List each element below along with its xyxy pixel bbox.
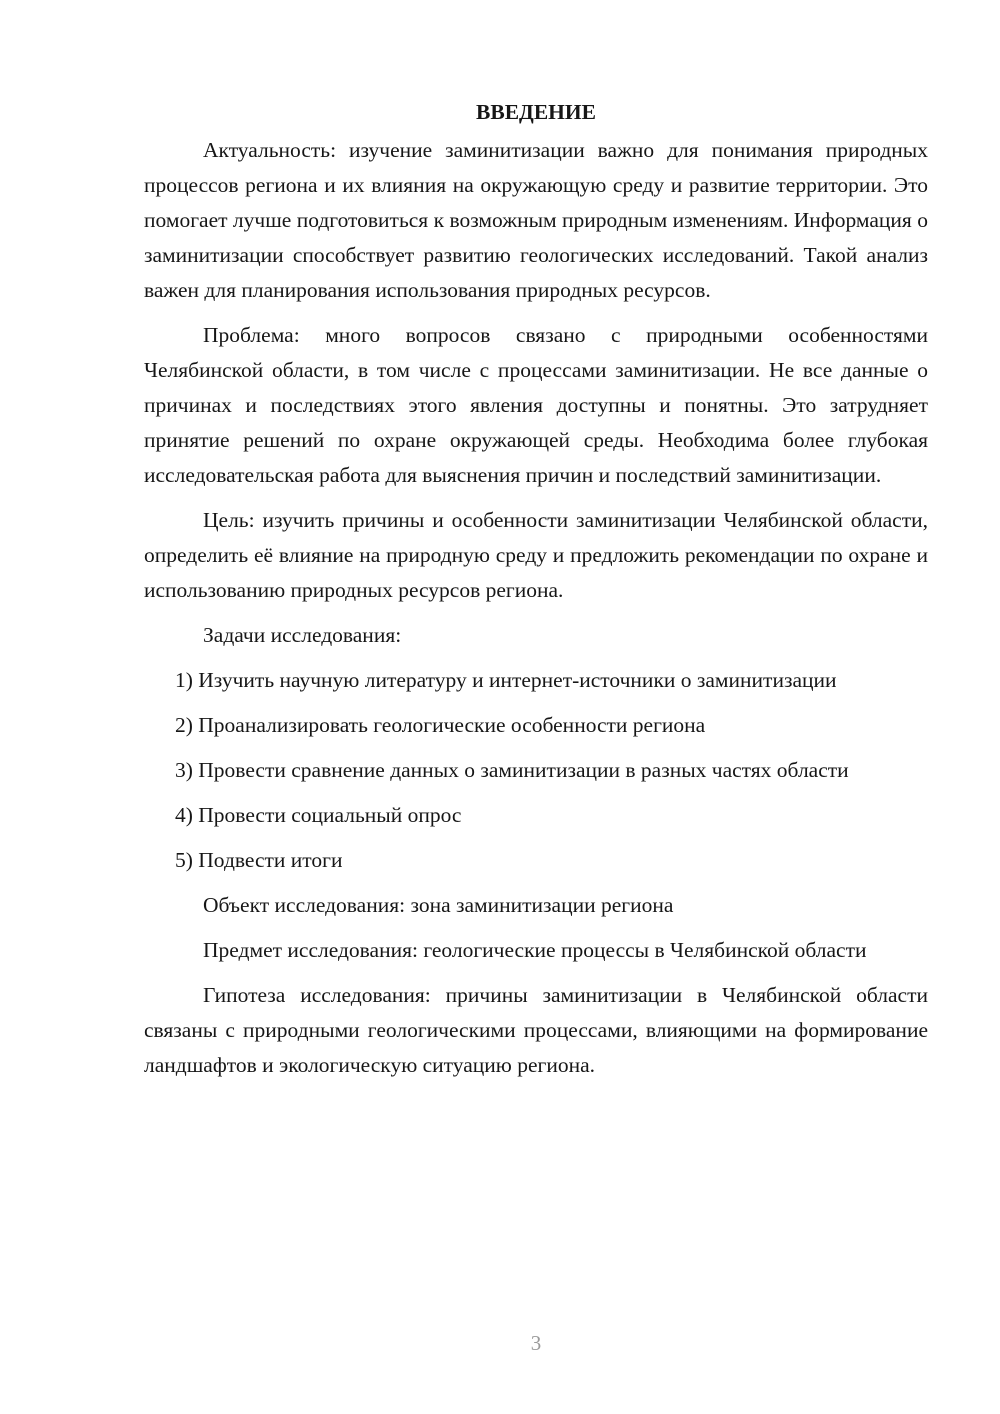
subject-paragraph: Предмет исследования: геологические процессы в Челябинской области	[203, 938, 867, 962]
task-item-2: 2) Проанализировать геологические особенности региона	[175, 713, 706, 737]
goal-paragraph: Цель: изучить причины и особенности заминитизации Челябинской области, определить её влияние на природную среду и предложить рекомендации по охране и использованию природных ресурсов региона.	[144, 508, 928, 602]
document-page	[144, 95, 928, 1093]
page-number: 3	[530, 1331, 542, 1355]
task-item-5: 5) Подвести итоги	[175, 848, 343, 872]
page-title: ВВЕДЕНИЕ	[476, 100, 596, 124]
task-item-1: 1) Изучить научную литературу и интернет-источники о заминитизации	[175, 668, 837, 692]
relevance-paragraph: Актуальность: изучение заминитизации важно для понимания природных процессов региона и их влияния на окружающую среду и развитие территории. Это помогает лучше подготовиться к возможным природным изменениям. Информация о заминитизации способствует развитию геологических исследований. Такой анализ важен для планирования использования природных ресурсов.	[144, 138, 928, 302]
hypothesis-paragraph: Гипотеза исследования: причины заминитизации в Челябинской области связаны с природными геологическими процессами, влияющими на формирование ландшафтов и экологическую ситуацию региона.	[144, 983, 928, 1077]
problem-paragraph: Проблема: много вопросов связано с природными особенностями Челябинской области, в том числе с процессами заминитизации. Не все данные о причинах и последствиях этого явления доступны и понятны. Это затрудняет принятие решений по охране окружающей среды. Необходима более глубокая исследовательская работа для выяснения причин и последствий заминитизации.	[144, 323, 928, 487]
object-paragraph: Объект исследования: зона заминитизации региона	[203, 893, 674, 917]
tasks-heading: Задачи исследования:	[203, 623, 402, 647]
task-item-3: 3) Провести сравнение данных о заминитизации в разных частях области	[175, 758, 849, 782]
task-item-4: 4) Провести социальный опрос	[175, 803, 462, 827]
